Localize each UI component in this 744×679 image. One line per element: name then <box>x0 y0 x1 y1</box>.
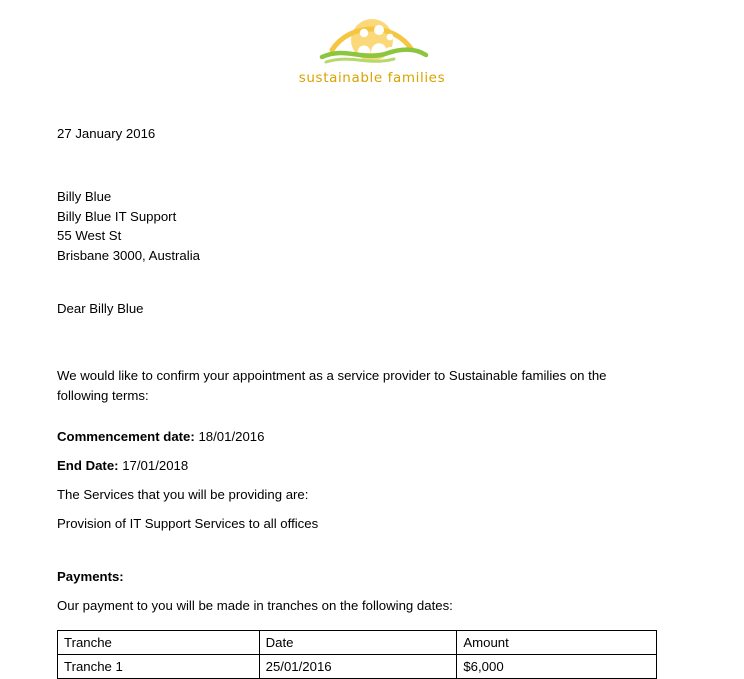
cell-date: 25/01/2016 <box>259 654 457 678</box>
table-header-row <box>58 630 657 654</box>
recipient-address <box>57 187 657 265</box>
cell-tranche: Tranche 1 <box>58 654 260 678</box>
letter-body <box>57 124 657 679</box>
recipient-line: 55 West St <box>57 228 122 244</box>
commencement-date-label: Commencement date: <box>57 428 195 444</box>
column-header-date: Date <box>259 630 457 654</box>
services-intro: The Services that you will be providing are: <box>57 486 309 502</box>
recipient-line: Billy Blue IT Support <box>57 208 177 224</box>
table-row <box>58 654 657 678</box>
letter-date: 27 January 2016 <box>57 126 156 141</box>
end-date-value: 17/01/2018 <box>118 457 189 473</box>
recipient-line: Billy Blue <box>57 189 112 205</box>
end-date-label: End Date: <box>57 457 119 473</box>
logo-wordmark: sustainable families <box>298 70 446 86</box>
payments-intro: Our payment to you will be made in tranches on the following dates: <box>57 598 453 614</box>
end-date-line <box>57 456 642 475</box>
column-header-amount: Amount <box>457 630 657 654</box>
recipient-line: Brisbane 3000, Australia <box>57 247 200 263</box>
intro-paragraph: We would like to confirm your appointment as a service provider to Sustainable families on the following terms: <box>57 368 607 403</box>
commencement-date-line <box>57 427 642 446</box>
logo-block <box>0 10 744 86</box>
sustainable-families-logo-icon <box>302 10 442 72</box>
commencement-date-value: 18/01/2016 <box>194 428 265 444</box>
column-header-tranche: Tranche <box>58 630 260 654</box>
payments-heading: Payments: <box>57 569 124 585</box>
cell-amount: $6,000 <box>457 654 657 678</box>
tranche-table <box>57 630 657 679</box>
salutation: Dear Billy Blue <box>57 301 144 317</box>
services-detail: Provision of IT Support Services to all offices <box>57 516 319 532</box>
